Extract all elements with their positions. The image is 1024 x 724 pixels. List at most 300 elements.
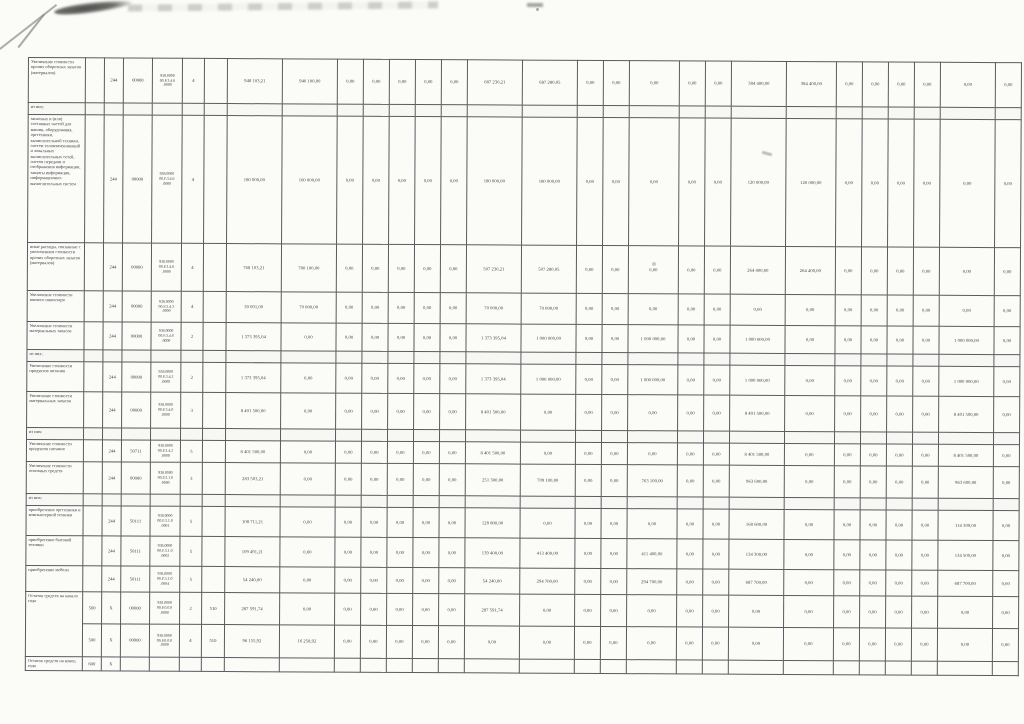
value-cell: [334, 658, 360, 672]
value-cell: [729, 431, 784, 443]
value-cell: 0,00: [887, 366, 913, 396]
value-cell: [336, 351, 362, 363]
value-cell: 0,00: [362, 244, 388, 292]
value-cell: 0,00: [860, 540, 886, 570]
value-cell: [602, 353, 628, 365]
value-cell: [389, 104, 415, 116]
attr-cell-extra: [202, 494, 225, 506]
value-cell: 0,00: [834, 444, 860, 466]
value-cell: 0,00: [576, 324, 602, 352]
value-cell: 0,00: [703, 595, 729, 627]
attr-cell-extra: [202, 462, 225, 494]
value-cell: 0,00: [336, 292, 362, 323]
value-cell: 0,00: [677, 539, 703, 569]
attr-cell-code: 938.0000 00.Р.3.4.0 .0000: [151, 392, 181, 428]
value-cell: 1 373 395,04: [466, 324, 521, 352]
value-cell: 0,00: [992, 629, 1018, 662]
attr-cell-extra: [203, 243, 226, 291]
table-row: [26, 591, 1019, 628]
attr-cell-line: [83, 494, 102, 506]
value-cell: [887, 354, 913, 366]
value-cell: [281, 351, 336, 363]
value-cell: [361, 429, 387, 441]
value-cell: [833, 661, 859, 675]
attr-cell-kvr: [102, 428, 121, 440]
attr-cell-type: 2: [181, 322, 203, 350]
value-cell: 0,00: [336, 363, 362, 393]
attr-cell-code: 938.0000 00.Р.3.4.2 .0000: [150, 440, 180, 462]
value-cell: [626, 660, 676, 674]
value-cell: [912, 432, 938, 444]
value-cell: 0,00: [995, 63, 1021, 108]
value-cell: [629, 106, 679, 118]
value-cell: 0,00: [520, 594, 575, 626]
value-cell: 1 373 395,04: [226, 323, 281, 351]
value-cell: 0,00: [705, 61, 731, 106]
value-cell: 0,00: [887, 326, 913, 354]
row-label: из них:: [27, 349, 84, 361]
value-cell: 16 258,92: [279, 625, 334, 658]
value-cell: [861, 354, 887, 366]
value-cell: 0,00: [704, 294, 730, 325]
value-cell: [387, 495, 413, 507]
value-cell: [282, 104, 337, 116]
attr-cell-sub: 00000: [121, 592, 150, 624]
value-cell: [862, 107, 888, 119]
value-cell: 294 700,00: [627, 569, 677, 595]
value-cell: [280, 495, 335, 507]
value-cell: [678, 353, 704, 365]
row-label: из них:: [26, 493, 83, 505]
value-cell: [860, 432, 886, 444]
attr-cell-code: 938.0000 00.Р.3.4.3 .0000: [151, 291, 181, 322]
value-cell: 264 400,00: [730, 246, 785, 294]
value-cell: 0,00: [361, 537, 387, 567]
attr-cell-code: [152, 103, 182, 115]
value-cell: [730, 353, 785, 365]
value-cell: [361, 495, 387, 507]
value-cell: [465, 430, 520, 442]
value-cell: 1 000 000,00: [730, 365, 785, 395]
value-cell: [441, 105, 467, 117]
attr-cell-sub: 00000: [122, 362, 151, 392]
value-cell: 0,00: [388, 363, 414, 393]
value-cell: [992, 662, 1018, 676]
attr-cell-line: [83, 428, 102, 440]
value-cell: 0,00: [626, 627, 676, 660]
value-cell: 0,00: [913, 326, 939, 354]
table-row: [27, 391, 1020, 432]
attr-cell-extra: [202, 428, 225, 440]
attr-cell-type: 5: [180, 566, 202, 592]
value-cell: [703, 497, 729, 509]
value-cell: 0,00: [994, 327, 1020, 355]
attr-cell-line: [84, 243, 103, 291]
attr-cell-code: 938.0000 00.Р.0.0.0 .0000: [149, 624, 179, 657]
value-cell: 0,00: [784, 465, 834, 497]
table-row: [27, 243, 1020, 296]
attr-cell-extra: 510: [202, 592, 225, 624]
attr-cell-type: [181, 350, 203, 362]
value-cell: 0,00: [441, 117, 468, 245]
value-cell: 0,00: [336, 323, 362, 351]
value-cell: [575, 430, 601, 442]
value-cell: [467, 105, 522, 117]
value-cell: 0,00: [937, 628, 992, 661]
value-cell: 0,00: [335, 463, 361, 495]
value-cell: 180 000,00: [522, 117, 578, 245]
value-cell: 780 100,00: [281, 244, 336, 292]
value-cell: 0,00: [388, 393, 414, 429]
value-cell: 0,00: [601, 509, 627, 539]
value-cell: 0,00: [913, 247, 939, 295]
value-cell: 0,00: [939, 247, 994, 295]
value-cell: 0,00: [886, 444, 912, 466]
value-cell: [677, 497, 703, 509]
value-cell: 0,00: [704, 325, 730, 353]
value-cell: 0,00: [729, 595, 784, 627]
value-cell: 0,00: [280, 463, 335, 495]
value-cell: 0,00: [834, 466, 860, 498]
value-cell: [413, 496, 439, 508]
attr-cell-type: [180, 494, 202, 506]
value-cell: 0,00: [861, 396, 887, 432]
attr-cell-type: [179, 657, 201, 671]
value-cell: 134 500,00: [938, 540, 993, 570]
value-cell: 0,00: [678, 395, 704, 431]
value-cell: 0,00: [834, 540, 860, 570]
attr-cell-type: [180, 428, 202, 440]
value-cell: [679, 106, 705, 118]
attr-cell-sub: 00000: [121, 462, 150, 494]
value-cell: 1 373 395,04: [226, 363, 281, 393]
value-cell: 0,00: [887, 396, 913, 432]
attr-cell-kvr: X: [101, 624, 120, 657]
value-cell: 411 400,00: [627, 539, 677, 569]
value-cell: 0,00: [361, 507, 387, 537]
value-cell: 0,00: [519, 626, 574, 659]
attr-cell-kvr: X: [102, 592, 121, 624]
value-cell: 0,00: [994, 367, 1020, 397]
value-cell: 0,00: [836, 62, 862, 107]
value-cell: [415, 105, 441, 117]
value-cell: 0,00: [362, 363, 388, 393]
value-cell: 0,00: [938, 596, 993, 628]
value-cell: 507 230,21: [466, 245, 521, 293]
value-cell: 0,00: [413, 464, 439, 496]
value-cell: 0,00: [887, 247, 913, 295]
row-label: Увеличение стоимости продуктов питания: [27, 361, 84, 391]
attr-cell-kvr: 244: [104, 58, 123, 103]
value-cell: 0,00: [912, 570, 938, 596]
value-cell: [360, 658, 386, 672]
value-cell: 70 000,00: [281, 292, 336, 323]
value-cell: 0,00: [783, 627, 833, 660]
attr-cell-line: 600: [82, 657, 101, 671]
attr-cell-line: [84, 291, 103, 322]
value-cell: 0,00: [335, 441, 361, 463]
attr-cell-sub: [120, 657, 149, 671]
value-cell: 0,00: [280, 593, 335, 625]
value-cell: 0,00: [413, 538, 439, 568]
value-cell: 384 400,00: [731, 61, 786, 106]
value-cell: 0,00: [387, 567, 413, 593]
value-cell: 0,00: [914, 119, 941, 247]
value-cell: 0,00: [679, 61, 705, 106]
value-cell: 287 591,74: [465, 594, 520, 626]
value-cell: 0,00: [703, 465, 729, 497]
value-cell: [938, 498, 993, 510]
value-cell: 948 103,21: [227, 59, 282, 104]
value-cell: 0,00: [464, 626, 519, 659]
value-cell: 0,00: [703, 569, 729, 595]
value-cell: 963 600,00: [729, 465, 784, 497]
attr-cell-code: 938.0000 00.Р.3.4.2 .0000: [151, 362, 181, 392]
value-cell: 0,00: [440, 324, 466, 352]
value-cell: [703, 431, 729, 443]
attr-cell-sub: 00000: [122, 291, 151, 322]
attr-cell-extra: 510: [201, 624, 224, 657]
value-cell: 0,00: [602, 395, 628, 431]
attr-cell-extra: [202, 536, 225, 566]
value-cell: [438, 659, 464, 673]
value-cell: 0,00: [860, 570, 886, 596]
value-cell: 0,00: [939, 295, 994, 326]
value-cell: 0,00: [677, 443, 703, 465]
attr-cell-sub: 00000: [122, 243, 151, 291]
value-cell: 180 000,00: [467, 117, 523, 245]
value-cell: 0,00: [911, 628, 937, 661]
row-label: Остаток средств на начало года: [25, 591, 82, 656]
value-cell: [574, 659, 600, 673]
attr-cell-kvr: 244: [103, 322, 122, 350]
value-cell: 0,00: [628, 395, 678, 431]
value-cell: 963 600,00: [938, 466, 993, 498]
value-cell: 30 001,00: [226, 292, 281, 323]
value-cell: 0,00: [705, 118, 732, 246]
value-cell: 0,00: [413, 508, 439, 538]
value-cell: [731, 106, 786, 118]
value-cell: 0,00: [886, 540, 912, 570]
row-label: Остаток средств на конец года: [25, 656, 82, 670]
value-cell: 0,00: [704, 246, 730, 294]
value-cell: 0,00: [439, 508, 465, 538]
value-cell: [784, 431, 834, 443]
attr-cell-code: 938.0000 00.Р.3.4.6 .0000: [152, 115, 183, 243]
attr-cell-kvr: [104, 103, 123, 115]
value-cell: 0,00: [885, 628, 911, 661]
value-cell: 1 000 000,00: [939, 366, 994, 396]
value-cell: [363, 104, 389, 116]
value-cell: 0,00: [280, 567, 335, 593]
attr-cell-extra: [203, 392, 226, 428]
value-cell: 0,00: [440, 245, 466, 293]
value-cell: 0,00: [887, 295, 913, 326]
value-cell: [704, 353, 730, 365]
value-cell: 0,00: [280, 537, 335, 567]
value-cell: 0,00: [861, 326, 887, 354]
value-cell: 0,00: [886, 510, 912, 540]
value-cell: [601, 431, 627, 443]
value-cell: 0,00: [886, 466, 912, 498]
value-cell: [627, 431, 677, 443]
attr-cell-code: [151, 350, 181, 362]
value-cell: 0,00: [995, 120, 1022, 248]
value-cell: 0,00: [860, 510, 886, 540]
value-cell: 0,00: [336, 244, 362, 292]
value-cell: 0,00: [363, 116, 390, 244]
value-cell: 0,00: [602, 365, 628, 395]
value-cell: [413, 430, 439, 442]
value-cell: 0,00: [441, 60, 467, 105]
attr-cell-type: 5: [180, 536, 202, 566]
value-cell: 0,00: [679, 118, 706, 246]
value-cell: 0,00: [337, 116, 364, 244]
value-cell: 180 000,00: [227, 116, 283, 244]
value-cell: 0,00: [861, 366, 887, 396]
value-cell: 0,00: [888, 62, 914, 107]
value-cell: 0,00: [834, 510, 860, 540]
value-cell: 0,00: [520, 442, 575, 464]
value-cell: 0,00: [335, 593, 361, 625]
value-cell: [224, 658, 279, 672]
value-cell: 940 100,00: [282, 59, 337, 104]
value-cell: 0,00: [335, 567, 361, 593]
value-cell: 0,00: [676, 627, 702, 660]
value-cell: 0,00: [439, 594, 465, 626]
value-cell: [466, 352, 521, 364]
attr-cell-code: 938.0000 00.Р.3.4.6 .0000: [151, 243, 181, 291]
value-cell: [279, 658, 334, 672]
value-cell: 0,00: [575, 442, 601, 464]
value-cell: 413 400,00: [520, 538, 575, 568]
value-cell: 0,00: [834, 570, 860, 596]
value-cell: 96 155,92: [224, 625, 279, 658]
attr-cell-line: [83, 566, 102, 592]
table-row: [27, 290, 1020, 326]
value-cell: 0,00: [575, 538, 601, 568]
value-cell: 0,00: [602, 294, 628, 325]
attr-cell-code: 938.0000 00.Р.3.1.0 .0004: [150, 566, 180, 592]
value-cell: 0,00: [703, 539, 729, 569]
row-label: запасных и (или) составных частей для машин, оборудования, оргтехники, вычислительной техники, систем телекоммуникаций и локальных вычислительных сетей, систем передачи и отображения информации, защиты информации, информационно-вычислительных систем: [28, 115, 86, 243]
value-cell: [465, 496, 520, 508]
value-cell: [227, 104, 282, 116]
value-cell: 0,00: [835, 396, 861, 432]
value-cell: 0,00: [913, 366, 939, 396]
value-cell: [702, 660, 728, 674]
value-cell: 0,00: [862, 62, 888, 107]
value-cell: [387, 429, 413, 441]
value-cell: 54 240,00: [225, 567, 280, 593]
attr-cell-sub: 00000: [123, 58, 152, 103]
attr-cell-code: 938.0000 00.Р.3.1.0 .0002: [150, 536, 180, 566]
value-cell: 0,00: [784, 539, 834, 569]
value-cell: 0,00: [785, 365, 835, 395]
value-cell: [337, 104, 363, 116]
attr-cell-code: 938.0000 00.Р.3.1.0 .0001: [150, 506, 180, 536]
value-cell: 0,00: [886, 596, 912, 628]
attr-cell-code: 938.0000 00.Р.3.1.0 .0000: [150, 462, 180, 494]
value-cell: 0,00: [836, 119, 863, 247]
value-cell: 0,00: [994, 296, 1020, 327]
value-cell: [521, 352, 576, 364]
value-cell: 0,00: [362, 323, 388, 351]
value-cell: 0,00: [387, 463, 413, 495]
value-cell: 0,00: [414, 364, 440, 394]
value-cell: 0,00: [438, 626, 464, 659]
value-cell: 0,00: [888, 119, 915, 247]
value-cell: 283 503,21: [225, 463, 280, 495]
value-cell: 0,00: [861, 247, 887, 295]
value-cell: 0,00: [520, 508, 575, 538]
attr-cell-kvr: 244: [103, 392, 122, 428]
value-cell: [728, 660, 783, 674]
value-cell: 1 000 000,00: [521, 364, 576, 394]
attr-cell-kvr: 244: [102, 506, 121, 536]
value-cell: 0,00: [602, 325, 628, 353]
value-cell: 0,00: [388, 323, 414, 351]
value-cell: 0,00: [576, 364, 602, 394]
value-cell: 0,00: [784, 509, 834, 539]
attr-cell-line: [85, 103, 104, 115]
attr-cell-sub: 00000: [122, 322, 151, 350]
attr-cell-extra: [203, 291, 226, 322]
attr-cell-line: [83, 506, 102, 536]
value-cell: [676, 660, 702, 674]
attr-cell-kvr: 244: [102, 566, 121, 592]
value-cell: 0,00: [835, 326, 861, 354]
value-cell: [783, 660, 833, 674]
scan-smudge: [54, 0, 133, 18]
scan-smudge: [527, 3, 543, 7]
row-label: Увеличение стоимости прочих оборотных запасов (материалов): [28, 58, 85, 103]
value-cell: 114 300,00: [938, 510, 993, 540]
value-cell: 0,00: [678, 246, 704, 294]
value-cell: 0,00: [439, 568, 465, 594]
attr-cell-sub: [123, 103, 152, 115]
value-cell: 0,00: [414, 324, 440, 352]
value-cell: 0,00: [993, 467, 1019, 499]
value-cell: [993, 433, 1019, 445]
value-cell: 0,00: [912, 444, 938, 466]
value-cell: 0,00: [361, 593, 387, 625]
attr-cell-kvr: 244: [103, 291, 122, 322]
value-cell: [335, 429, 361, 441]
value-cell: 8 401 500,00: [938, 444, 993, 466]
value-cell: 109 491,21: [225, 537, 280, 567]
value-cell: 0,00: [862, 119, 889, 247]
value-cell: 0,00: [335, 507, 361, 537]
attr-cell-kvr: 244: [104, 115, 124, 243]
attr-cell-extra: [202, 566, 225, 592]
value-cell: [729, 497, 784, 509]
row-label: приобретение мебели: [26, 565, 83, 591]
value-cell: 0,00: [575, 594, 601, 626]
value-cell: 0,00: [389, 59, 415, 104]
value-cell: 0,00: [334, 625, 360, 658]
row-label: иные расходы, связанные с увеличением стоимости прочих оборотных запасов (материалов): [27, 243, 84, 291]
attr-cell-type: 4: [181, 291, 203, 322]
value-cell: [886, 432, 912, 444]
row-label: Увеличение стоимости мягкого инвентаря: [27, 290, 84, 321]
value-cell: 0,00: [912, 540, 938, 570]
value-cell: 0,00: [439, 538, 465, 568]
value-cell: 0,00: [362, 292, 388, 323]
budget-table-body: [25, 58, 1021, 676]
attr-cell-sub: [122, 350, 151, 362]
value-cell: 0,00: [785, 294, 835, 325]
